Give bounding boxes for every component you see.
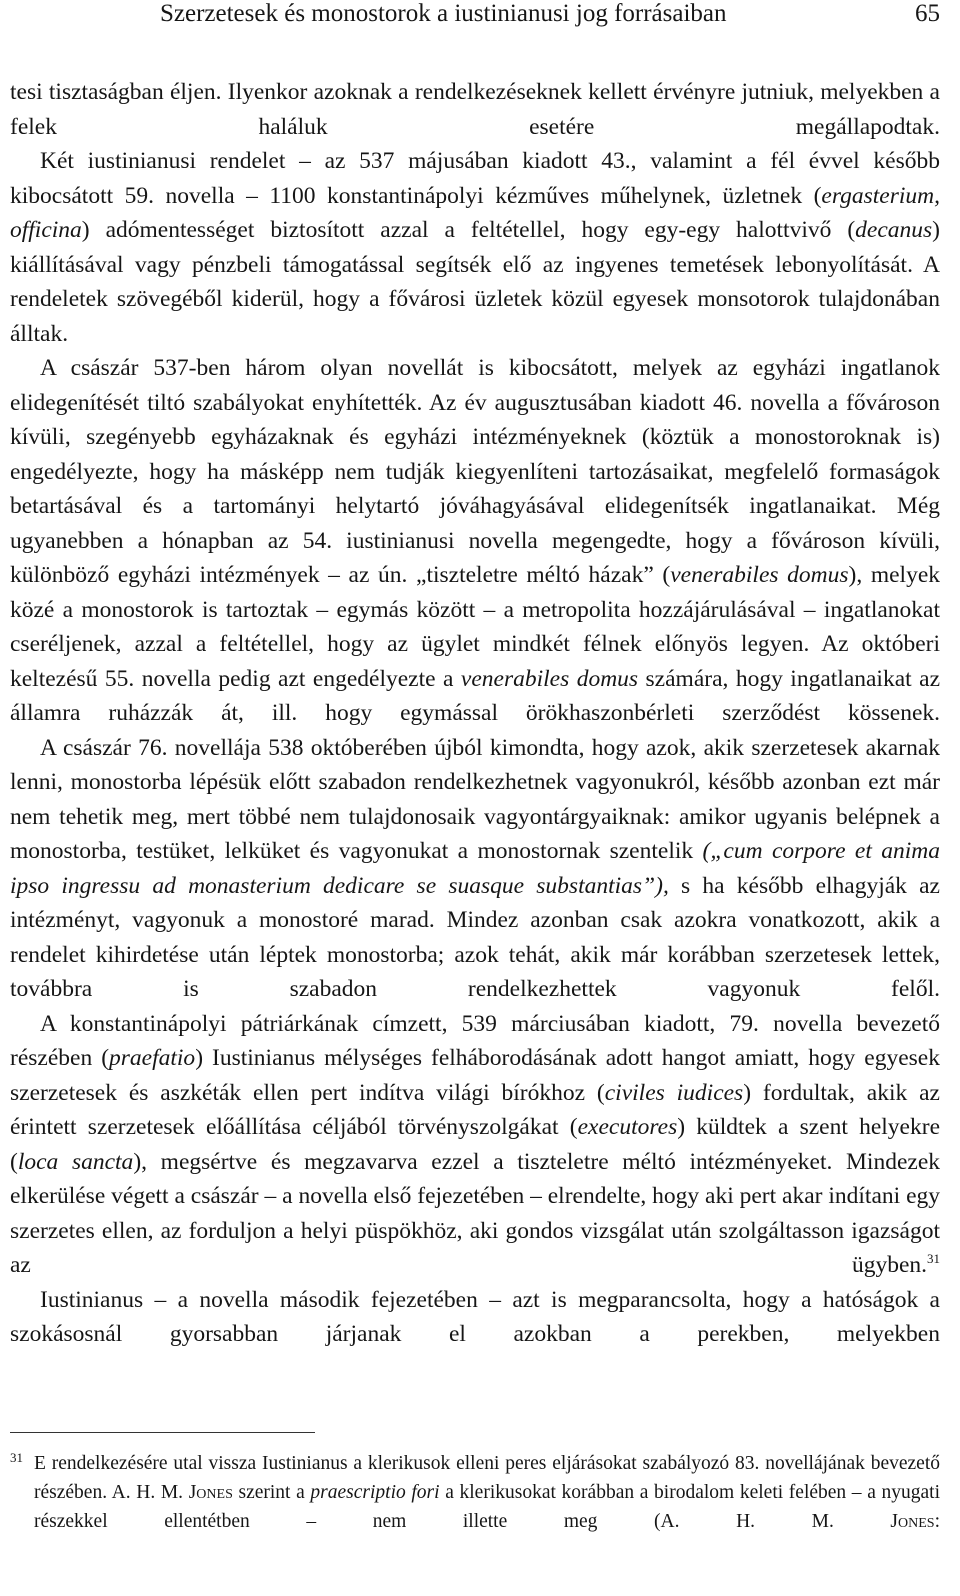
paragraph-5: A konstantinápolyi pátriárkának címzett, 539 márciusában kiadott, 79. novella bevezető részében (praefatio) Iustinianus mélységes felháborodásának adott hangot amiatt, hogy egyesek szerzetesek és aszkéták ellen pert indítva világi bírókhoz (civiles iudices) fordultak, akik az érintett szerzetesek előállítása céljából törvényszolgákat (executores) küldtek a szent helyekre (loca sancta), megsértve és megzavarva ezzel a tiszteletre méltó intézményeket. Mindezek elkerülése végett a császár – a novella első fejezetében – elrendelte, hogy aki pert akar indítani egy szerzetes ellen, az forduljon a helyi püspökhöz, aki gondos vizsgálat után szolgáltasson igazságot az ügyben.$^{31}$ [10,1010,940,1278]
paragraph-6-text: Iustinianus – a novella második fejezetében – azt is megparancsolta, hogy a hatóságok a szokásosnál gyorsabban járjanak el azokban a perekben, melyekben [10,1286,940,1347]
latin-term: venerabiles domus [670,562,849,588]
paragraph-1 [10,75,940,144]
footnote-reference[interactable]: 31 [927,1251,940,1266]
latin-term: praefatio [109,1045,196,1071]
latin-term: venerabiles domus [460,665,639,692]
author-name: Jones [188,1482,233,1503]
running-header [10,0,940,28]
latin-term: executores [577,1114,678,1140]
paragraph-2: Két iustinianusi rendelet – az 537 májusában kiadott 43., valamint a fél évvel később kibocsátott 59. novella – 1100 konstantinápolyi kézműves műhelynek, üzletnek (ergasterium, officina) adómentességet biztosított azzal a feltétellel, hogy egy-egy halottvivő (decanus) kiállításával vagy pénzbeli támogatással segítsék elő az ingyenes temetések lebonyolítását. A rendeletek szövegéből kiderül, hogy a fővárosi üzletek közül egyesek monsotorok tulajdonában álltak. [10,148,940,347]
footnote-number: 31 [10,1450,23,1465]
latin-term: decanus [855,217,933,243]
paragraph-4: A császár 76. novellája 538 októberében újból kimondta, hogy azok, akik szerzetesek akarnak lenni, monostorba lépésük előtt szabadon rendelkezhetnek vagyonukról, később azonban ezt már nem tehetik meg, mert többé nem tulajdonosaik vagyontárgyaiknak: amikor ugyanis belépnek a monostorba, testüket, lelküket és vagyonukat a monostornak szentelik („cum corpore et anima ipso ingressu ad monasterium dedicare se suasque substantias”), s ha később elhagyják az intézményt, vagyonuk a monostoré marad. Mindez azonban csak azokra vonatkozott, akik a rendelet kihirdetése után léptek monostorba; azok tehát, akik már korábban szerzetesek lettek, továbbra is szabadon rendelkezhettek vagyonuk felől. [10,734,940,1002]
footnote [10,1449,940,1536]
latin-term: loca sancta [17,1148,134,1175]
main-text [10,75,940,1352]
paragraph-1-text: tesi tisztaságban éljen. Ilyenkor azoknak a rendelkezéseknek kellett érvényre jutniuk, melyekben a felek haláluk esetére megállapodtak. [10,79,940,140]
footnote-text: E rendelkezésére utal vissza Iustinianus a klerikusok elleni peres eljárásokat szabályozó 83. novellájának bevezető részében. A. H. M. Jones szerint a praescriptio fori a klerikusokat korábban a birodalom keleti felében – a nyugati részekkel ellentétben – nem illette meg (A. H. M. Jones: [34,1453,940,1532]
page-number: 65 [915,0,940,27]
latin-term: praescriptio fori [310,1482,440,1503]
footnote-divider [10,1432,315,1433]
running-title: Szerzetesek és monostorok a iustinianusi jog forrásaiban [160,0,727,27]
latin-quote: („cum corpore et anima ipso ingressu ad monasterium dedicare se suasque substantias”), [10,838,940,899]
paragraph-3: A császár 537-ben három olyan novellát is kibocsátott, melyek az egyházi ingatlanok elidegenítését tiltó szabályokat enyhítették. Az év augusztusában kiadott 46. novella a fővároson kívüli, szegényebb egyházaknak és egyházi intézményeknek (köztük a monostoroknak is) engedélyezte, hogy ha másképp nem tudják kiegyenlíteni tartozásaikat, megfelelő formaságok betartásával és a tartományi helytartó jóváhagyásával elidegenítsék ingatlanaikat. Még ugyanebben a hónapban az 54. iustinianusi novella megengedte, hogy a fővároson kívüli, különböző egyházi intézmények – az ún. „tiszteletre méltó házak” (venerabiles domus), melyek közé a monostorok is tartoztak – egymás között – a metropolita hozzájárulásával – ingatlanokat cseréljenek, azzal a feltétellel, hogy az ügylet mindkét félnek előnyös legyen. Az októberi keltezésű 55. novella pedig azt engedélyezte a venerabiles domus számára, hogy ingatlanaikat az államra ruházzák át, ill. hogy egymással örökhaszonbérleti szerződést kössenek. [10,355,941,726]
paragraph-6 [10,1283,940,1352]
latin-term: civiles iudices [604,1079,744,1106]
author-name: Jones [890,1511,935,1532]
latin-term: ergasterium, officina [10,182,940,243]
